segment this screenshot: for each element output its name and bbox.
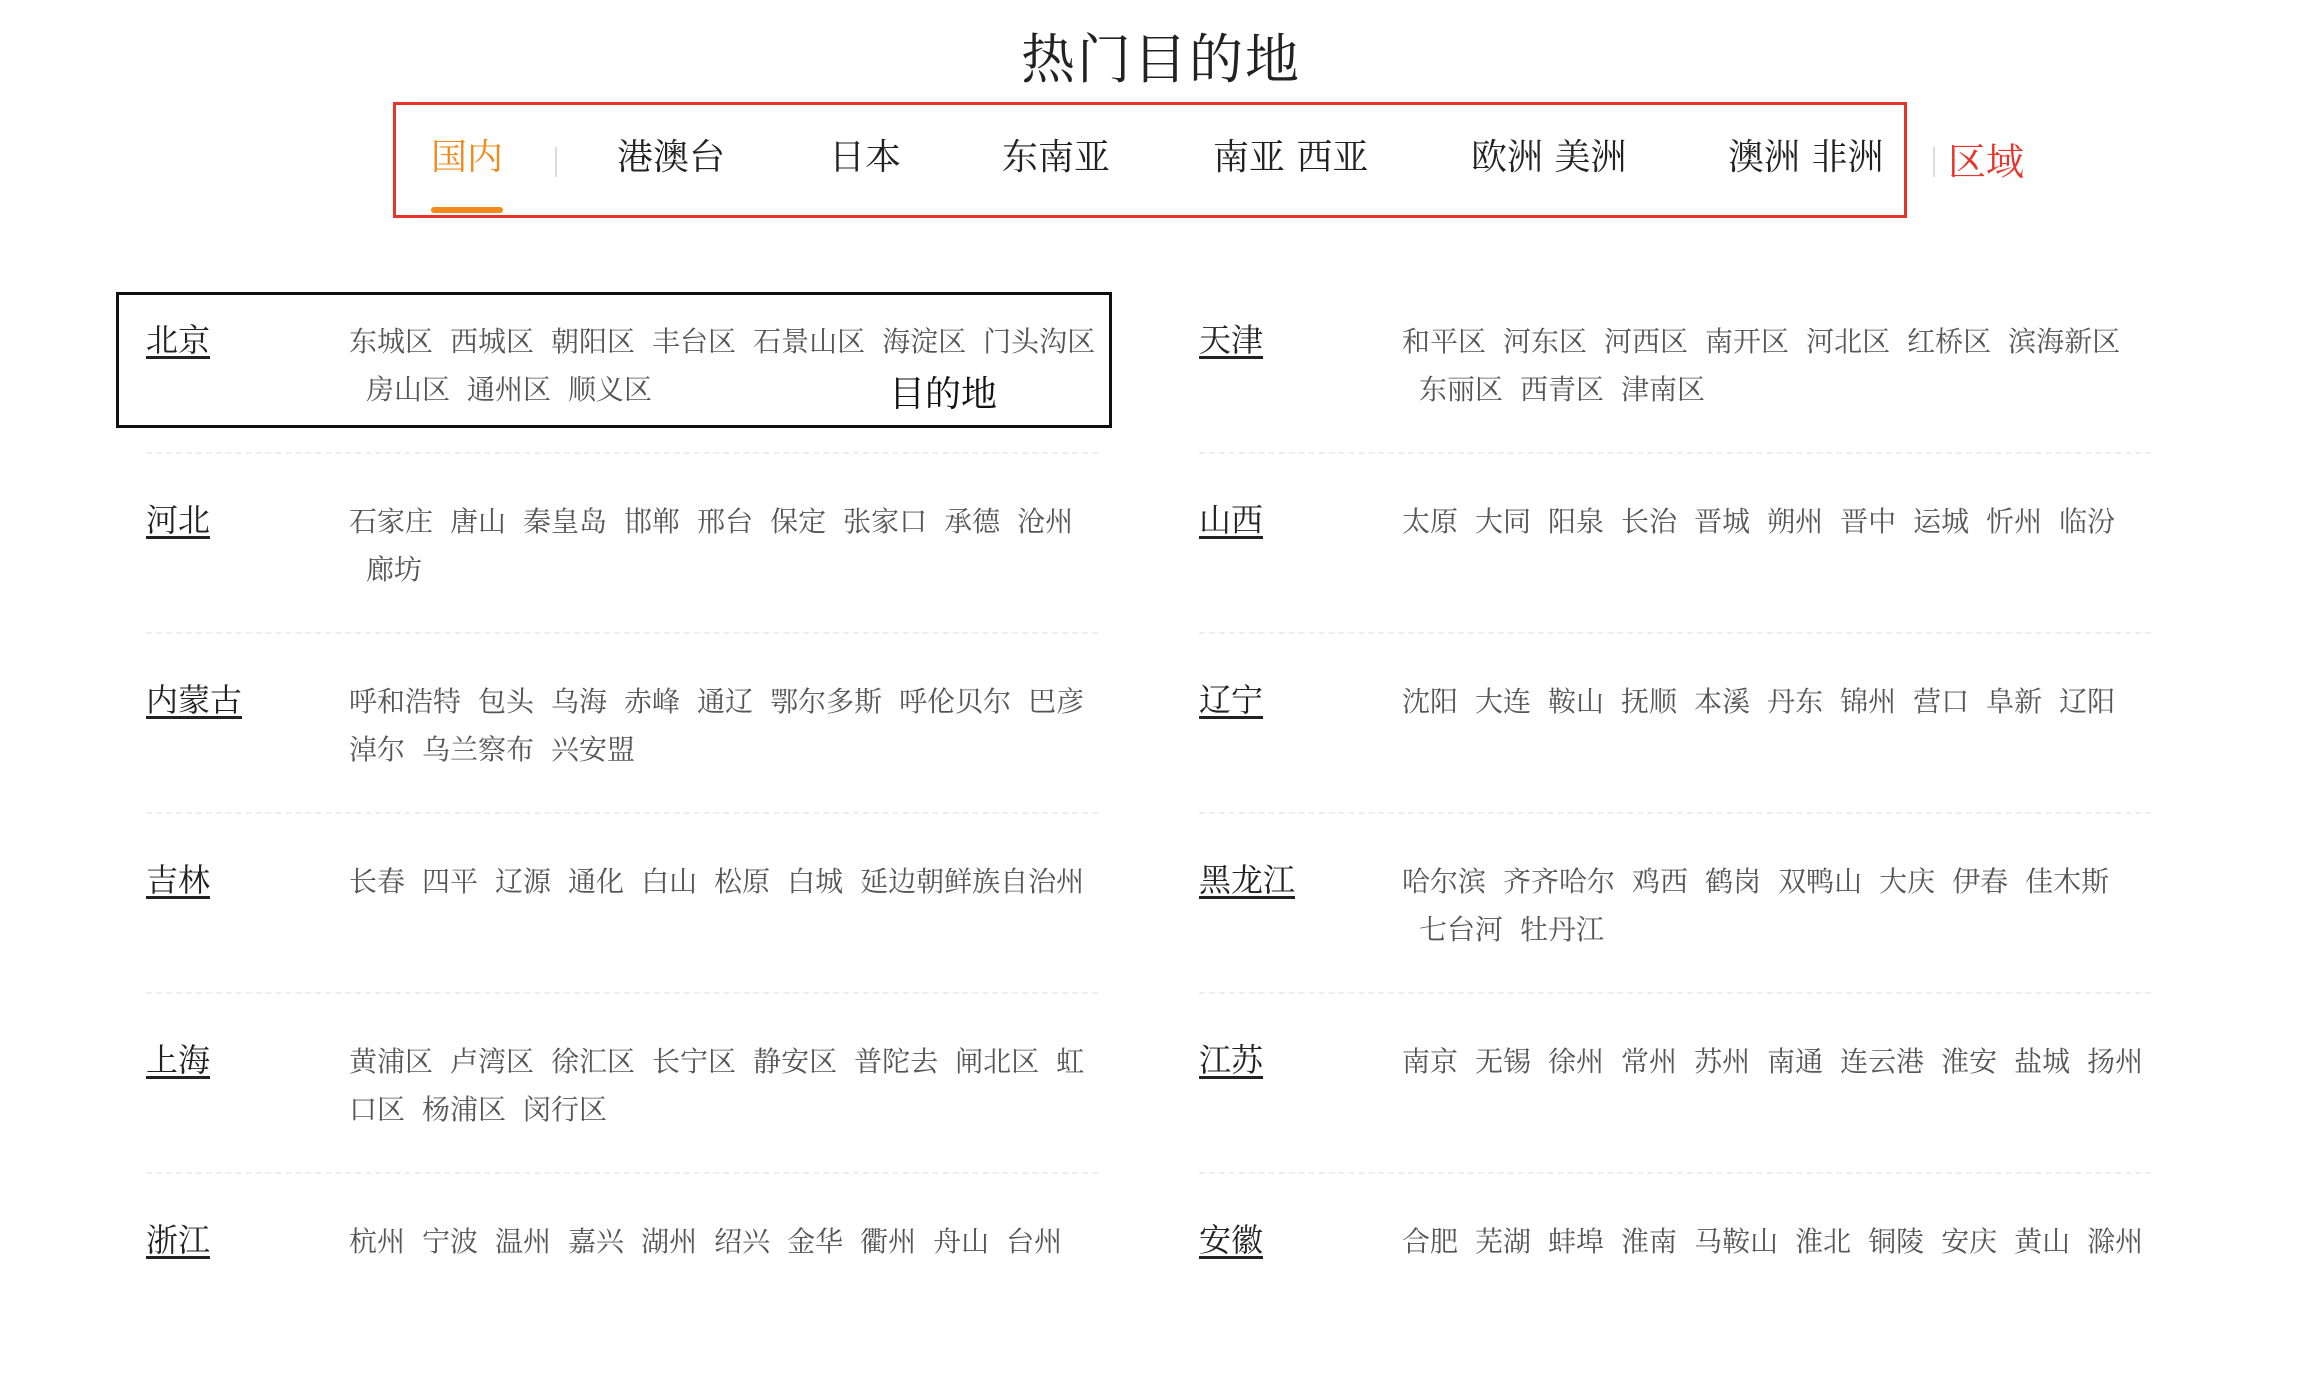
province-link[interactable]: 山西: [1199, 501, 1264, 539]
city-link[interactable]: 营口: [1913, 685, 1970, 718]
province-link[interactable]: 黑龙江: [1199, 861, 1296, 899]
province-link[interactable]: 北京: [146, 321, 211, 359]
province-link[interactable]: 浙江: [146, 1221, 211, 1259]
city-link[interactable]: 朝阳区: [551, 325, 636, 358]
province-link[interactable]: 江苏: [1199, 1041, 1264, 1079]
row-divider: [146, 992, 1098, 994]
city-link[interactable]: 白城: [787, 865, 844, 898]
province-link[interactable]: 河北: [146, 501, 211, 539]
city-link[interactable]: 盐城: [2014, 1045, 2071, 1078]
city-link[interactable]: 西青区: [1520, 373, 1605, 406]
city-link[interactable]: 本溪: [1694, 685, 1751, 718]
city-link[interactable]: 马鞍山: [1694, 1225, 1779, 1258]
city-link[interactable]: 保定: [770, 505, 827, 538]
province-link[interactable]: 吉林: [146, 861, 211, 899]
row-divider: [146, 812, 1098, 814]
city-link[interactable]: 徐汇区: [551, 1045, 636, 1078]
city-link[interactable]: 牡丹江: [1520, 913, 1605, 946]
city-link[interactable]: 东城区: [349, 325, 434, 358]
city-link[interactable]: 嘉兴: [568, 1225, 625, 1258]
city-link[interactable]: 闸北区: [955, 1045, 1040, 1078]
city-link[interactable]: 巴彦淖尔: [349, 685, 1085, 766]
city-link[interactable]: 鹤岗: [1705, 865, 1762, 898]
city-link[interactable]: 长治: [1621, 505, 1678, 538]
city-link[interactable]: 丰台区: [652, 325, 737, 358]
city-link[interactable]: 门头沟区: [983, 325, 1096, 358]
city-link[interactable]: 静安区: [753, 1045, 838, 1078]
city-link[interactable]: 丹东: [1767, 685, 1824, 718]
city-link[interactable]: 秦皇岛: [523, 505, 608, 538]
city-link[interactable]: 运城: [1913, 505, 1970, 538]
city-link[interactable]: 晋城: [1694, 505, 1751, 538]
city-link[interactable]: 台州: [1006, 1225, 1063, 1258]
city-link[interactable]: 和平区: [1402, 325, 1487, 358]
city-link[interactable]: 普陀去: [854, 1045, 939, 1078]
city-link[interactable]: 无锡: [1475, 1045, 1532, 1078]
city-link[interactable]: 连云港: [1840, 1045, 1925, 1078]
city-link[interactable]: 卢湾区: [450, 1045, 535, 1078]
city-link[interactable]: 滨海新区: [2008, 325, 2121, 358]
city-link[interactable]: 哈尔滨: [1402, 865, 1487, 898]
tab-south-west-asia[interactable]: 南亚 西亚: [1213, 137, 1369, 178]
row-divider: [146, 452, 1098, 454]
city-link[interactable]: 沈阳: [1402, 685, 1459, 718]
row-divider: [1199, 452, 2151, 454]
tab-divider: [1933, 147, 1935, 177]
city-link[interactable]: 伊春: [1952, 865, 2009, 898]
page-title: 热门目的地: [1021, 28, 1301, 91]
tab-oceania-africa[interactable]: 澳洲 非洲: [1728, 137, 1884, 178]
city-link[interactable]: 长宁区: [652, 1045, 737, 1078]
city-link[interactable]: 乌海: [551, 685, 608, 718]
city-link[interactable]: 七台河: [1419, 913, 1504, 946]
city-link[interactable]: 扬州: [2087, 1045, 2144, 1078]
city-list: [349, 1218, 1099, 1266]
city-link[interactable]: 河西区: [1604, 325, 1689, 358]
city-link[interactable]: 通辽: [697, 685, 754, 718]
city-link[interactable]: 抚顺: [1621, 685, 1678, 718]
city-list: [349, 858, 1099, 906]
city-link[interactable]: 包头: [478, 685, 535, 718]
city-link[interactable]: 兴安盟: [551, 733, 636, 766]
city-link[interactable]: 长春: [349, 865, 406, 898]
city-link[interactable]: 绍兴: [714, 1225, 771, 1258]
city-link[interactable]: 淮安: [1941, 1045, 1998, 1078]
city-link[interactable]: 辽源: [495, 865, 552, 898]
city-list: [349, 1038, 1099, 1134]
city-link[interactable]: 通化: [568, 865, 625, 898]
city-link[interactable]: 苏州: [1694, 1045, 1751, 1078]
city-link[interactable]: 阳泉: [1548, 505, 1605, 538]
tab-divider: [555, 147, 557, 177]
city-link[interactable]: 金华: [787, 1225, 844, 1258]
city-link[interactable]: 延边朝鲜族自治州: [860, 865, 1085, 898]
row-divider: [146, 632, 1098, 634]
city-link[interactable]: 红桥区: [1907, 325, 1992, 358]
city-link[interactable]: 虹口区: [349, 1045, 1085, 1126]
city-link[interactable]: 四平: [422, 865, 479, 898]
tab-europe-americas[interactable]: 欧洲 美洲: [1471, 137, 1627, 178]
city-link[interactable]: 齐齐哈尔: [1503, 865, 1616, 898]
destination-annotation-label: 目的地: [889, 374, 998, 415]
city-link[interactable]: 舟山: [933, 1225, 990, 1258]
province-block: [1199, 1216, 2159, 1376]
city-link[interactable]: 乌兰察布: [422, 733, 535, 766]
city-link[interactable]: 杭州: [349, 1225, 406, 1258]
row-divider: [1199, 812, 2151, 814]
active-tab-underline: [431, 207, 503, 213]
city-list: [1402, 1038, 2152, 1086]
city-link[interactable]: 芜湖: [1475, 1225, 1532, 1258]
city-link[interactable]: 南京: [1402, 1045, 1459, 1078]
city-link[interactable]: 海淀区: [882, 325, 967, 358]
tab-japan[interactable]: 日本: [829, 137, 902, 178]
province-link[interactable]: 上海: [146, 1041, 211, 1079]
city-link[interactable]: 顺义区: [568, 373, 653, 406]
row-divider: [146, 1172, 1098, 1174]
province-block: [146, 1216, 1106, 1376]
city-link[interactable]: 石景山区: [753, 325, 866, 358]
city-link[interactable]: 通州区: [467, 373, 552, 406]
city-link[interactable]: 呼和浩特: [349, 685, 462, 718]
city-link[interactable]: 邢台: [697, 505, 754, 538]
city-link[interactable]: 滁州: [2087, 1225, 2144, 1258]
city-link[interactable]: 佳木斯: [2025, 865, 2110, 898]
city-link[interactable]: 唐山: [450, 505, 507, 538]
city-link[interactable]: 温州: [495, 1225, 552, 1258]
city-list: [1402, 678, 2152, 726]
city-link[interactable]: 铜陵: [1868, 1225, 1925, 1258]
city-link[interactable]: 辽阳: [2059, 685, 2116, 718]
city-link[interactable]: 沧州: [1017, 505, 1074, 538]
row-divider: [1199, 632, 2151, 634]
city-link[interactable]: 湖州: [641, 1225, 698, 1258]
city-link[interactable]: 南开区: [1705, 325, 1790, 358]
city-link[interactable]: 鄂尔多斯: [770, 685, 883, 718]
city-link[interactable]: 双鸭山: [1778, 865, 1863, 898]
city-link[interactable]: 淮南: [1621, 1225, 1678, 1258]
city-link[interactable]: 鞍山: [1548, 685, 1605, 718]
city-link[interactable]: 太原: [1402, 505, 1459, 538]
city-link[interactable]: 邯郸: [624, 505, 681, 538]
row-divider: [1199, 992, 2151, 994]
region-link[interactable]: 区域: [1948, 140, 2025, 184]
city-link[interactable]: 松原: [714, 865, 771, 898]
city-link[interactable]: 临汾: [2059, 505, 2116, 538]
city-list: [1402, 858, 2152, 954]
city-link[interactable]: 黄山: [2014, 1225, 2071, 1258]
province-link[interactable]: 辽宁: [1199, 681, 1264, 719]
city-link[interactable]: 锦州: [1840, 685, 1897, 718]
city-link[interactable]: 鸡西: [1632, 865, 1689, 898]
city-link[interactable]: 南通: [1767, 1045, 1824, 1078]
city-link[interactable]: 大同: [1475, 505, 1532, 538]
city-link[interactable]: 西城区: [450, 325, 535, 358]
city-list: [1402, 318, 2152, 414]
city-link[interactable]: 宁波: [422, 1225, 479, 1258]
city-link[interactable]: 大连: [1475, 685, 1532, 718]
tab-southeast-asia[interactable]: 东南亚: [1002, 137, 1111, 178]
city-link[interactable]: 呼伦贝尔: [899, 685, 1012, 718]
province-link[interactable]: 天津: [1199, 321, 1264, 359]
city-list: [349, 498, 1099, 594]
city-link[interactable]: 安庆: [1941, 1225, 1998, 1258]
tab-hk-macau-taiwan[interactable]: 港澳台: [617, 137, 726, 178]
tab-domestic[interactable]: 国内: [431, 137, 504, 178]
province-link[interactable]: 内蒙古: [146, 681, 243, 719]
city-link[interactable]: 廊坊: [366, 553, 423, 586]
city-link[interactable]: 河北区: [1806, 325, 1891, 358]
city-link[interactable]: 河东区: [1503, 325, 1588, 358]
city-list: [1402, 1218, 2152, 1266]
city-link[interactable]: 杨浦区: [422, 1093, 507, 1126]
city-link[interactable]: 承德: [944, 505, 1001, 538]
city-link[interactable]: 忻州: [1986, 505, 2043, 538]
city-link[interactable]: 闵行区: [523, 1093, 608, 1126]
city-link[interactable]: 房山区: [366, 373, 451, 406]
city-link[interactable]: 阜新: [1986, 685, 2043, 718]
city-link[interactable]: 蚌埠: [1548, 1225, 1605, 1258]
row-divider: [1199, 1172, 2151, 1174]
city-link[interactable]: 徐州: [1548, 1045, 1605, 1078]
city-link[interactable]: 白山: [641, 865, 698, 898]
city-link[interactable]: 晋中: [1840, 505, 1897, 538]
city-link[interactable]: 常州: [1621, 1045, 1678, 1078]
city-link[interactable]: 大庆: [1879, 865, 1936, 898]
city-link[interactable]: 津南区: [1621, 373, 1706, 406]
city-link[interactable]: 衢州: [860, 1225, 917, 1258]
city-link[interactable]: 淮北: [1795, 1225, 1852, 1258]
city-link[interactable]: 朔州: [1767, 505, 1824, 538]
city-link[interactable]: 黄浦区: [349, 1045, 434, 1078]
city-link[interactable]: 合肥: [1402, 1225, 1459, 1258]
city-list: [349, 678, 1099, 774]
city-list: [1402, 498, 2152, 546]
city-link[interactable]: 赤峰: [624, 685, 681, 718]
province-link[interactable]: 安徽: [1199, 1221, 1264, 1259]
city-link[interactable]: 张家口: [843, 505, 928, 538]
city-link[interactable]: 东丽区: [1419, 373, 1504, 406]
city-link[interactable]: 石家庄: [349, 505, 434, 538]
